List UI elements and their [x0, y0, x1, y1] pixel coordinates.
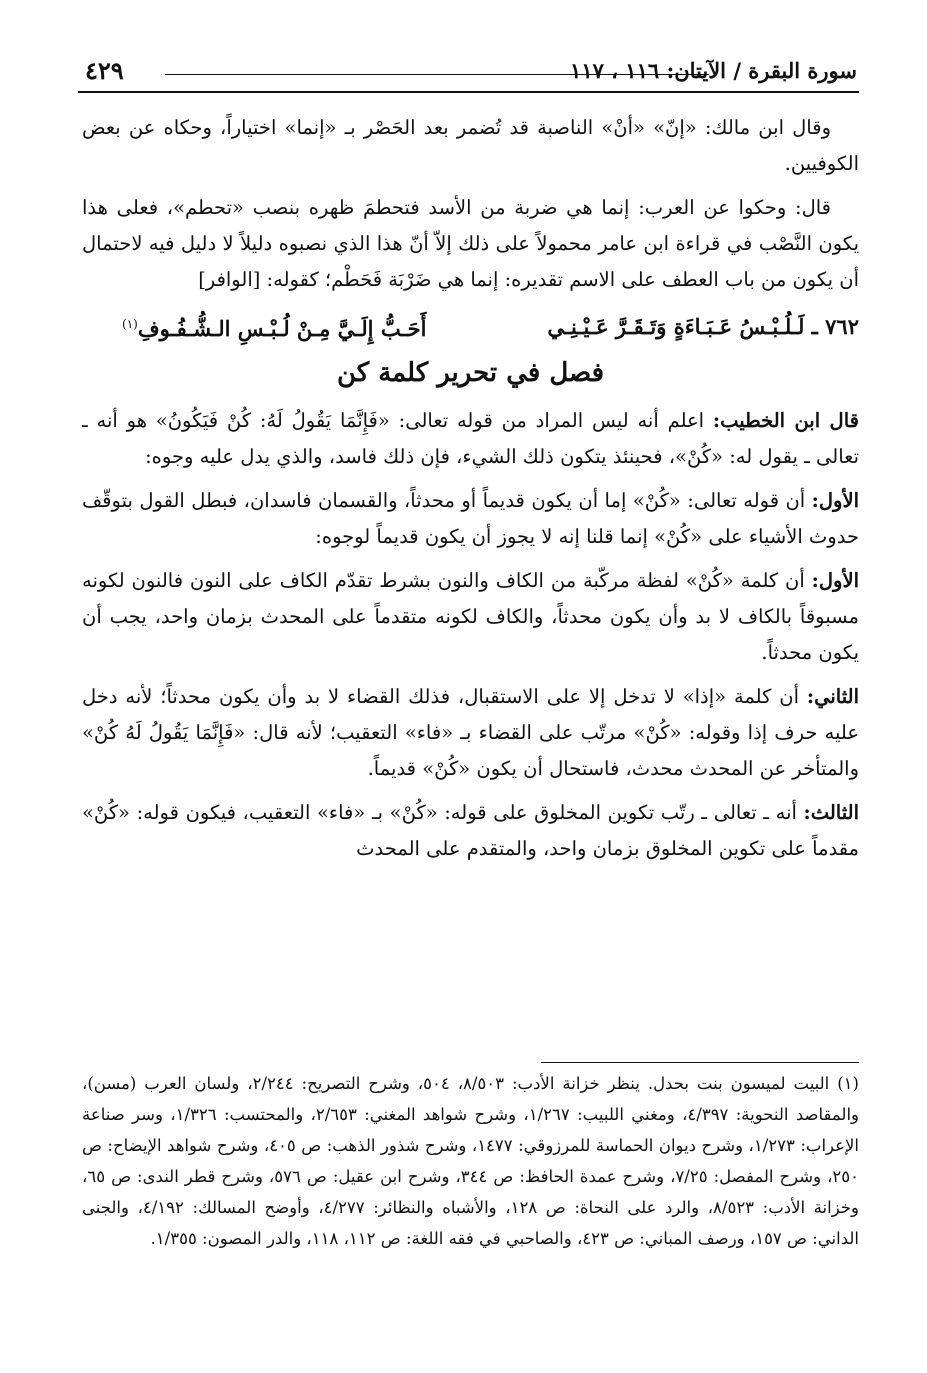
paragraph	[82, 483, 859, 555]
paragraph	[82, 795, 859, 867]
paragraph-lead: الأول:	[811, 489, 859, 512]
paragraph-text: أن كلمة «إذا» لا تدخل إلا على الاستقبال، فذلك القضاء لا بد وأن يكون محدثاً؛ لأنه دخل عليه حرف إذا وقوله: «كُنْ» مرتّب على القضاء بـ «فاء» التعقيب؛ لأنه قال: «فَإِنَّمَا يَقُولُ لَهُ كُنْ» والمتأخر عن المحدث محدث، فاستحال أن يكون «كُنْ» قديماً.	[82, 685, 859, 780]
header-rule	[165, 74, 709, 75]
verse-second-hemistich-wrap	[122, 306, 426, 347]
footnote: (١) البيت لميسون بنت بحدل. ينظر خزانة الأدب: ٨/٥٠٣، ٥٠٤، وشرح التصريح: ٢/٢٤٤، ولسان العرب (مسن)، والمقاصد النحوية: ٤/٣٩٧، ومغني اللبيب: ١/٢٦٧، وشرح شواهد المغني: ٢/٦٥٣، والمحتسب: ١/٣٢٦، وسر صناعة الإعراب: ١/٢٧٣، وشرح ديوان الحماسة للمرزوقي: ١٤٧٧، وشرح شذور الذهب: ص ٤٠٥، وشرح شواهد الإيضاح: ص ٢٥٠، وشرح المفصل: ٧/٢٥، وشرح عمدة الحافظ: ص ٣٤٤، وشرح ابن عقيل: ص ٥٧٦، وشرح قطر الندى: ص ٦٥، وخزانة الأدب: ٨/٥٢٣، والرد على النحاة: ص ١٢٨، والأشباه والنظائر: ٤/٢٧٧، وأوضح المسالك: ٤/١٩٢، والجنى الداني: ص ١٥٧، ورصف المباني: ص ٤٢٣، والصاحبي في فقه اللغة: ص ١١٢، ١١٨، والدر المصون: ١/٣٥٥.	[82, 1074, 860, 1248]
paragraph: وقال ابن مالك: «إنّ» «أنْ» الناصبة قد تُضمر بعد الحَصْر بـ «إنما» اختياراً، وحكاه عن بعض الكوفيين.	[82, 116, 859, 175]
section-heading: فصل في تحرير كلمة كن	[336, 358, 605, 388]
paragraph	[82, 563, 859, 671]
verse-second-hemistich: أَحَـبُّ إِلَـيَّ مِـنْ لُـبْـسِ الـشُّـفُـوفِ	[137, 316, 427, 341]
paragraph-text: أن قوله تعالى: «كُنْ» إما أن يكون قديماً أو محدثاً، والقسمان فاسدان، فبطل القول بتوقّف حدوث الأشياء على «كُنْ» إنما قلنا إنه لا يجوز أن يكون قديماً لوجوه:	[82, 489, 859, 548]
page-header	[85, 52, 857, 88]
poetry-verse	[82, 306, 859, 347]
paragraph	[82, 679, 859, 787]
footnote-marker: (١)	[122, 317, 138, 331]
paragraph-lead: الثاني:	[806, 685, 859, 708]
page-number: ٤٢٩	[85, 56, 130, 85]
paragraph: قال: وحكوا عن العرب: إنما هي ضربة من الأسد فتحطمَ ظهره بنصب «تحطم»، فعلى هذا يكون النَّصْب في قراءة ابن عامر محمولاً على ذلك إلاّ أنّ هذا الذي نصبوه دليلاً لا دليل فيه لاحتمال أن يكون من باب العطف على الاسم تقديره: إنما هي ضَرْبَة فَحَطْم؛ كقوله: [الوافر]	[82, 196, 859, 291]
footnotes	[82, 1068, 859, 1254]
paragraph-lead: الثالث:	[803, 801, 859, 824]
paragraph-lead: الأول:	[811, 569, 859, 592]
paragraph-lead: قال ابن الخطيب:	[712, 409, 859, 432]
running-title: سورة البقرة / الآيتان: ١١٦ ، ١١٧	[570, 57, 857, 83]
paragraph	[82, 403, 859, 475]
paragraph-text: أنه ـ تعالى ـ رتّب تكوين المخلوق على قوله: «كُنْ» بـ «فاء» التعقيب، فيكون قوله: «كُنْ» مقدماً على تكوين المخلوق بزمان واحد، والمتقدم على المحدث	[82, 801, 859, 860]
footnote-divider	[541, 1062, 859, 1063]
verse-first-hemistich: ٧٦٢ ـ لَـلُـبْـسُ عَـبَـاءَةٍ وَتَـقَـرَّ عَـيْـنِـي	[547, 313, 859, 339]
paragraph-text: اعلم أنه ليس المراد من قوله تعالى: «فَإِنَّمَا يَقُولُ لَهُ: كُنْ فَيَكُونُ» هو أنه ـ تعالى ـ يقول له: «كُنْ»، فحينئذ يتكون ذلك الشيء، فإن ذلك فاسد، والذي يدل عليه وجوه:	[82, 409, 859, 468]
header-divider	[78, 91, 859, 93]
main-text	[82, 110, 859, 875]
paragraph-text: أن كلمة «كُنْ» لفظة مركّبة من الكاف والنون بشرط تقدّم الكاف على النون فالنون لكونه مسبوقاً بالكاف لا بد وأن يكون محدثاً، والكاف لكونه متقدماً على المحدث بزمان واحد، يجب أن يكون محدثاً.	[82, 569, 859, 664]
